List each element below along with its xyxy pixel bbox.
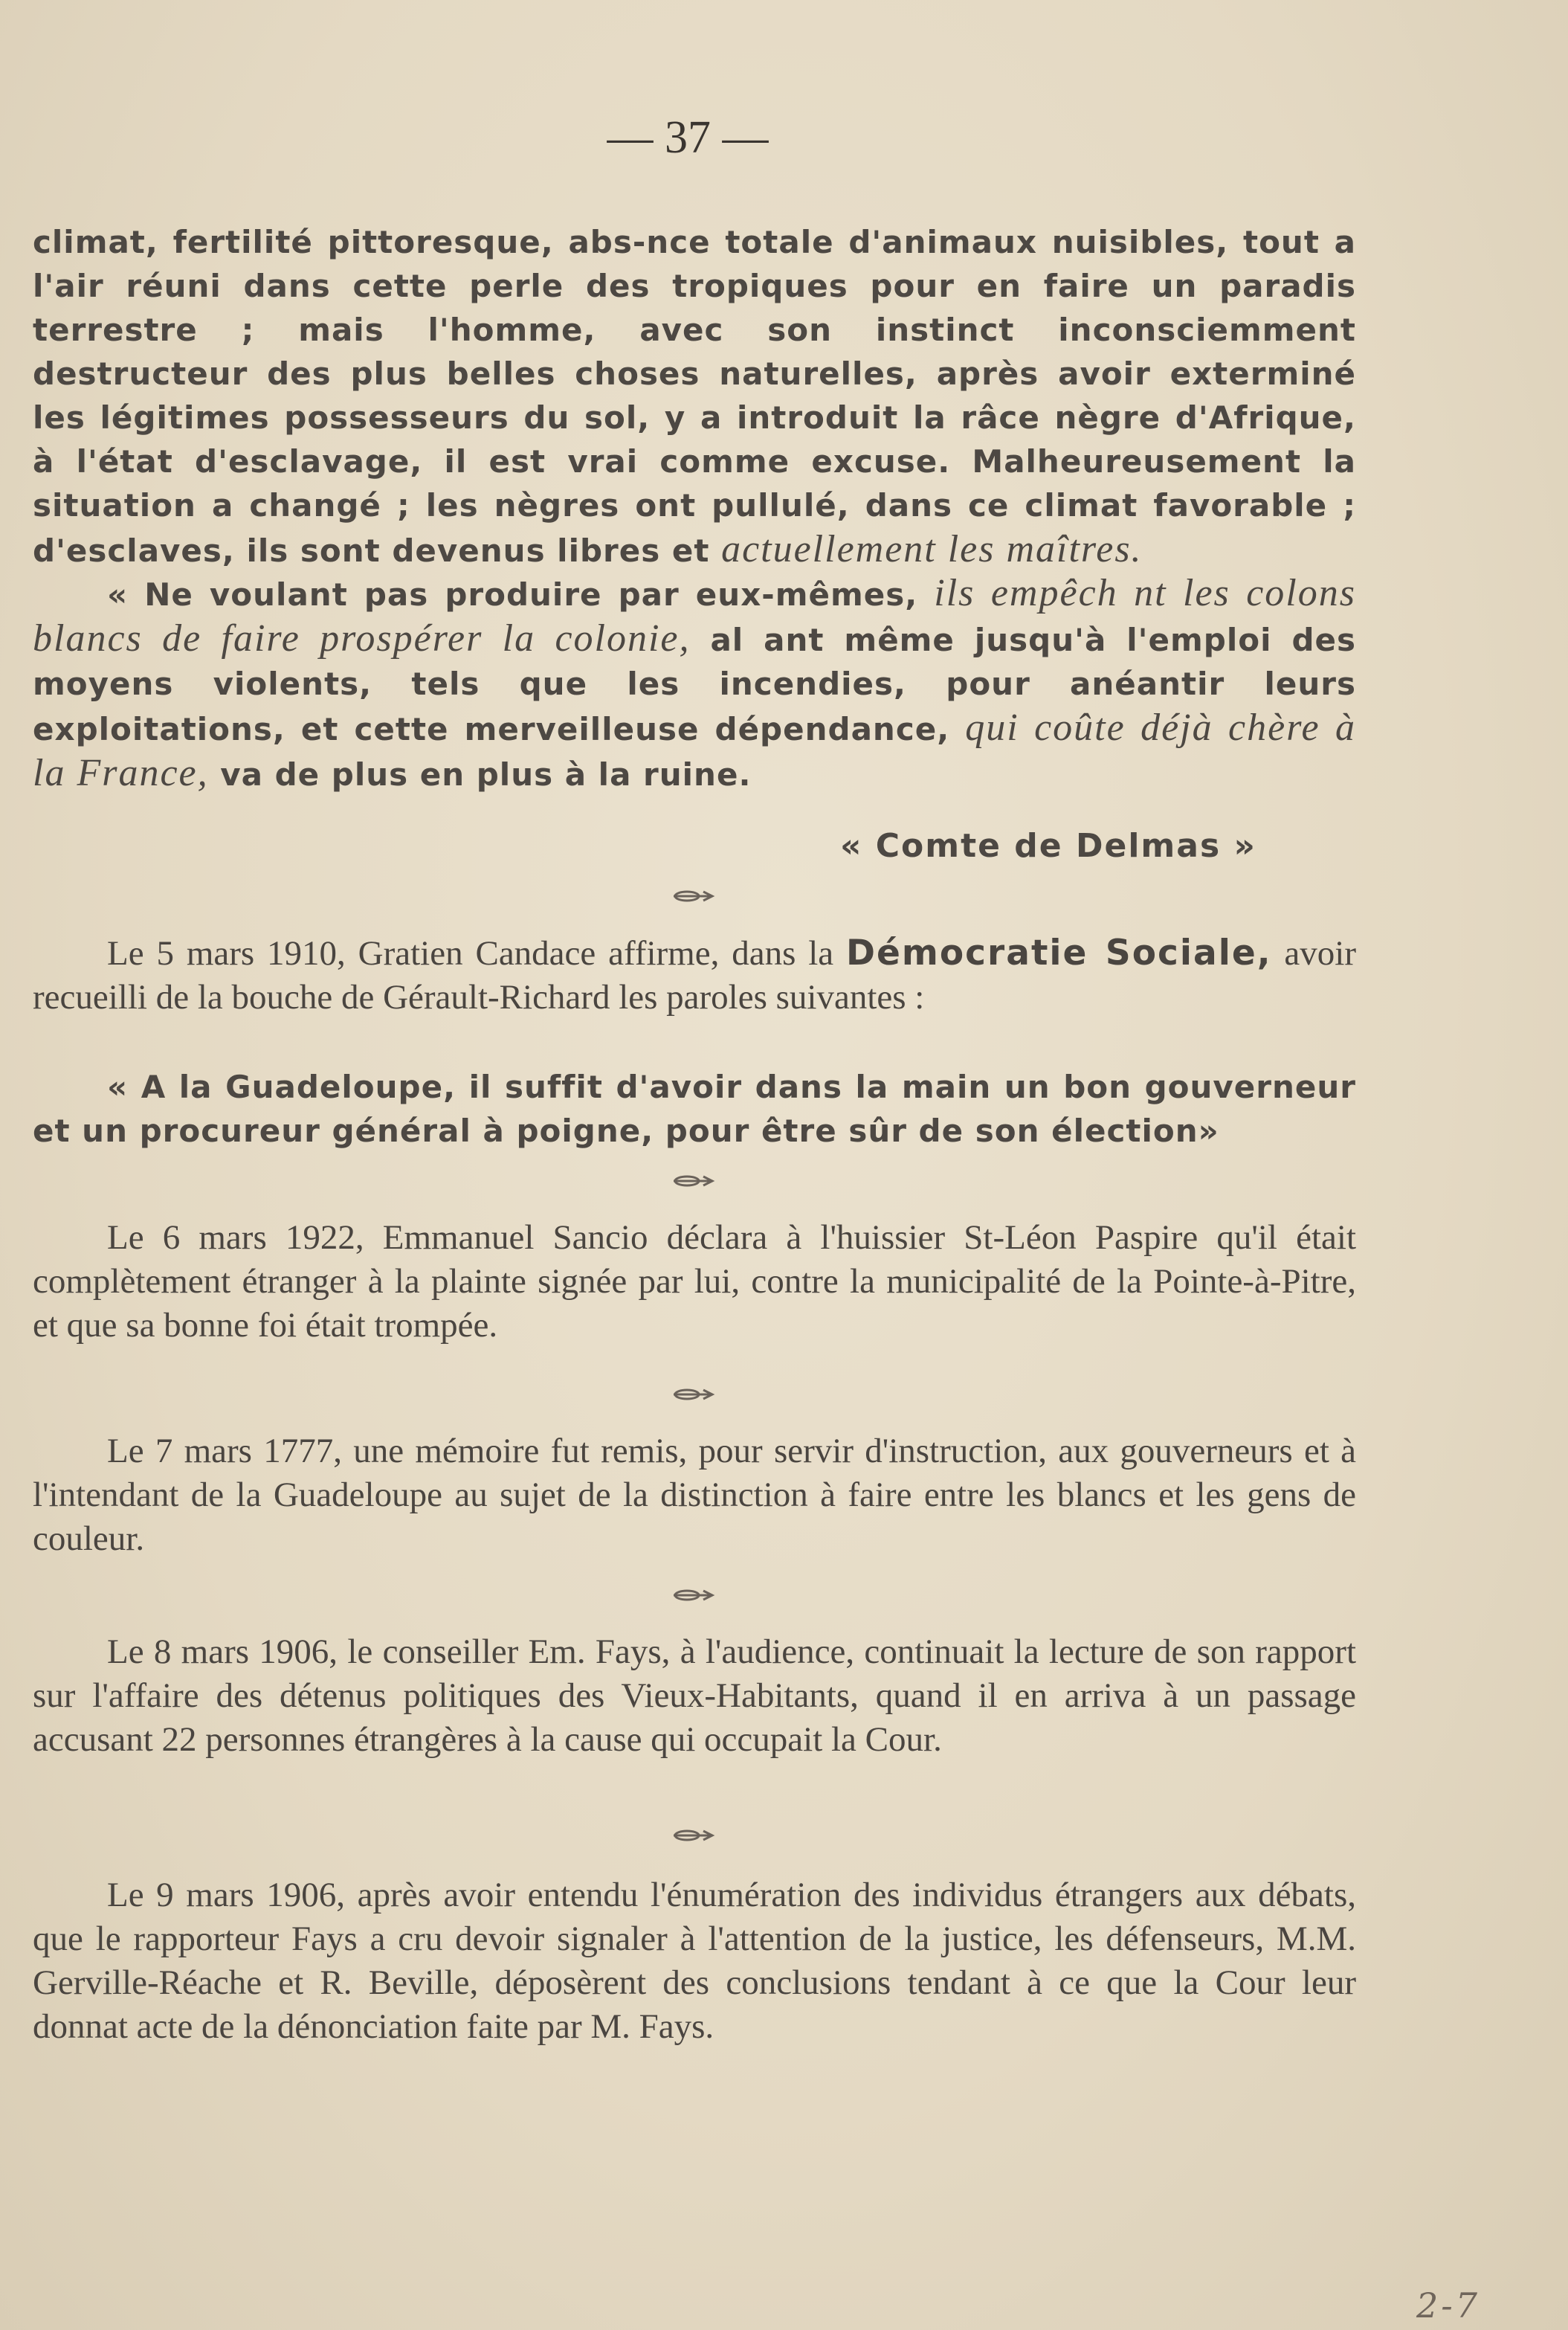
paragraph-5-mars-text-c: avoir recueilli de la bouche de Gérault-Richard les paroles suivantes : (33, 934, 1356, 1017)
paragraph-8-mars-1906: Le 8 mars 1906, le conseiller Em. Fays, à l'audience, continuait la lecture de son rapport sur l'affaire des détenus politiques des Vieux-Habitants, quand il en arriva à un passage accusant 22 personnes étrangères à la cause qui occupait la Cour. (33, 1632, 1356, 1759)
ornament-icon (669, 1386, 717, 1403)
ornament-icon (669, 1173, 717, 1189)
paragraph-5-mars-1910 (33, 931, 1356, 1020)
ornament-icon (669, 1587, 717, 1603)
paragraph-ne-voulant (33, 571, 1356, 796)
paragraph-9-mars-1906: Le 9 mars 1906, après avoir entendu l'énumération des individus étrangers aux débats, que le rapporteur Fays a cru devoir signaler à l'attention de la justice, les défenseurs, M.M. Gerville-Réache et R. Beville, déposèrent des conclusions tendant à ce que la Cour leur donnat acte de la dénonciation faite par M. Fays. (33, 1876, 1356, 2046)
ornament-icon (669, 1827, 717, 1844)
paragraph-6-mars-1922: Le 6 mars 1922, Emmanuel Sancio déclara à l'huissier St-Léon Paspire qu'il était complètement étranger à la plainte signée par lui, contre la municipalité de la Pointe-à-Pitre, et que sa bonne foi était trompée. (33, 1218, 1356, 1345)
quote-part-e: va de plus en plus à la ruine. (220, 756, 752, 793)
quote-part-b-italic: ils empêch nt les colons blancs de faire prospérer la colonie, (33, 572, 1356, 660)
handwritten-note: 2-7 (1416, 2285, 1481, 2326)
page-number: — 37 — (607, 112, 769, 163)
paragraph-climat (33, 220, 1356, 573)
quote-part-a: « Ne voulant pas produire par eux-mêmes, (107, 576, 918, 613)
paragraph-quote-guadeloupe: « A la Guadeloupe, il suffit d'avoir dans la main un bon gouverneur et un procureur général à poigne, pour être sûr de son élection» (33, 1069, 1356, 1149)
paragraph-7-mars-1777: Le 7 mars 1777, une mémoire fut remis, pour servir d'instruction, aux gouverneurs et à l'intendant de la Guadeloupe au sujet de la distinction à faire entre les blancs et les gens de couleur. (33, 1432, 1356, 1558)
signature-comte-de-delmas: « Comte de Delmas » (840, 827, 1256, 865)
quote-part-d-italic: qui coûte déjà chère à la France, (33, 707, 1356, 794)
paragraph-climat-text: climat, fertilité pittoresque, abs-nce totale d'animaux nuisibles, tout a l'air réuni dans cette perle des tropiques pour en faire un paradis terrestre ; mais l'homme, avec son instinct inconsciemment destructeur des plus belles choses naturelles, après avoir exterminé les légitimes possesseurs du sol, y a introduit la râce nègre d'Afrique, à l'état d'esclavage, il est vrai comme excuse. Malheureusement la situation a changé ; les nègres ont pullulé, dans ce climat favorable ; d'esclaves, ils sont devenus libres et (33, 224, 1356, 569)
newspaper-title: Démocratie Sociale, (846, 933, 1272, 973)
ornament-icon (669, 888, 717, 904)
paragraph-climat-italic: actuellement les maîtres. (721, 528, 1143, 570)
quote-part-c: al ant même jusqu'à l'emploi des moyens violents, tels que les incendies, pour anéantir leurs exploitations, et cette merveilleuse dépendance, (33, 622, 1356, 747)
paragraph-5-mars-text-a: Le 5 mars 1910, Gratien Candace affirme, dans la (107, 934, 834, 973)
